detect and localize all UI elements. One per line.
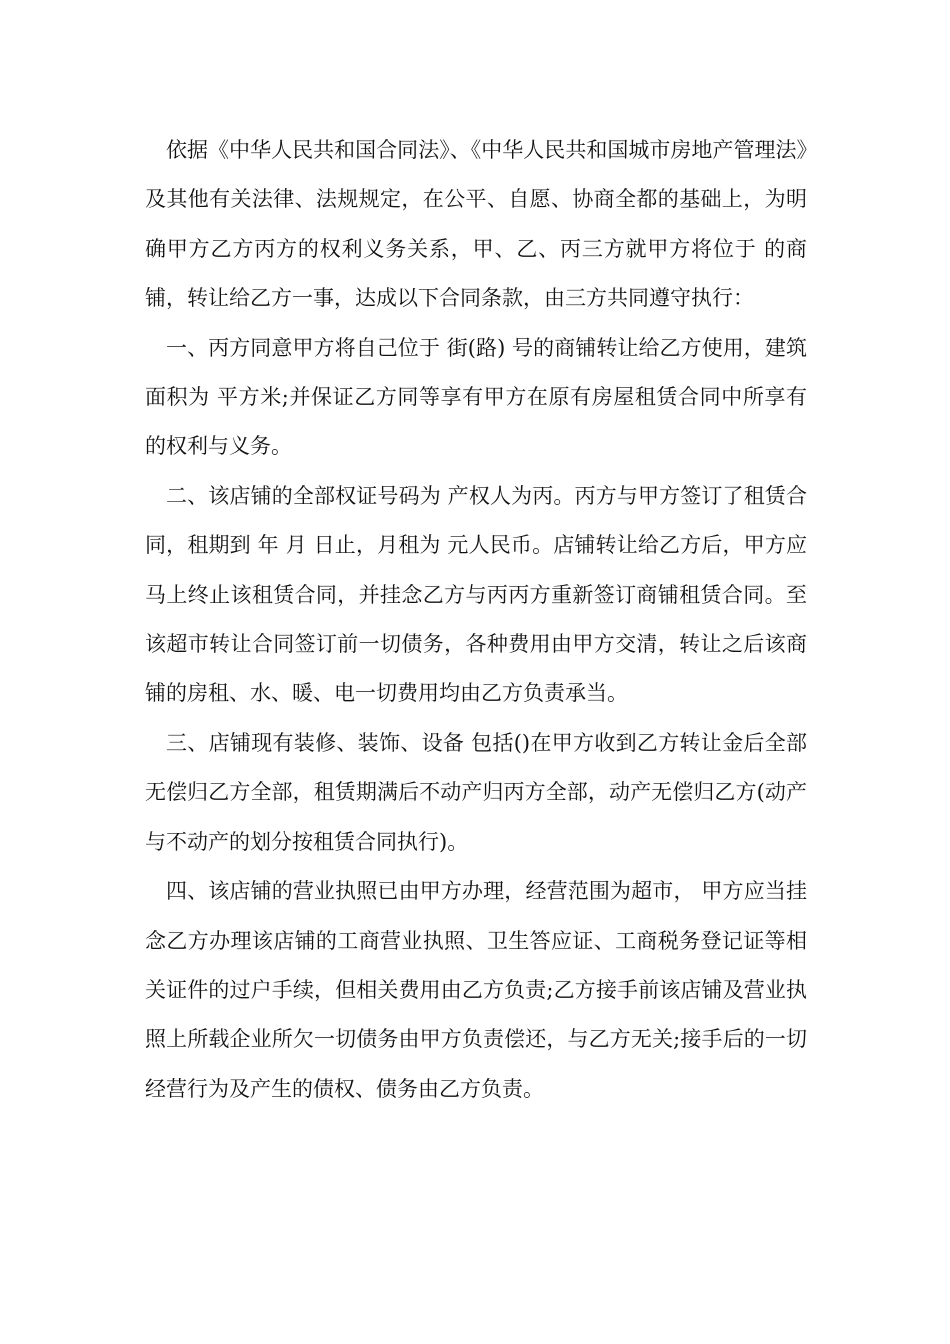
paragraph-preamble: 依据《中华人民共和国合同法》、《中华人民共和国城市房地产管理法》及其他有关法律、法规规定，在公平、自愿、协商全都的基础上，为明确甲方乙方丙方的权利义务关系，甲、乙、丙三方就甲方将位于 的商铺，转让给乙方一事，达成以下合同条款，由三方共同遵守执行： xyxy=(145,138,807,311)
paragraph-clause-2: 二、该店铺的全部权证号码为 产权人为丙。丙方与甲方签订了租赁合同，租期到 年 月 日止，月租为 元人民币。店铺转让给乙方后，甲方应马上终止该租赁合同，并挂念乙方与丙丙方重新签订商铺租赁合同。至该超市转让合同签订前一切债务，各种费用由甲方交清，转让之后该商铺的房租、水、暖、电一切费用均由乙方负责承当。 xyxy=(145,483,807,706)
paragraph-clause-4: 四、该店铺的营业执照已由甲方办理，经营范围为超市， 甲方应当挂念乙方办理该店铺的工商营业执照、卫生答应证、工商税务登记证等相关证件的过户手续，但相关费用由乙方负责;乙方接手前该店铺及营业执照上所载企业所欠一切债务由甲方负责偿还，与乙方无关;接手后的一切经营行为及产生的债权、债务由乙方负责。 xyxy=(145,879,807,1101)
paragraph-clause-3: 三、店铺现有装修、装饰、设备 包括()在甲方收到乙方转让金后全部无偿归乙方全部，租赁期满后不动产归丙方全部，动产无偿归乙方(动产与不动产的划分按租赁合同执行)。 xyxy=(145,730,807,854)
document-body xyxy=(145,126,807,1114)
paragraph-clause-1: 一、丙方同意甲方将自己位于 街(路) 号的商铺转让给乙方使用，建筑面积为 平方米;并保证乙方同等享有甲方在原有房屋租赁合同中所享有的权利与义务。 xyxy=(145,335,807,459)
